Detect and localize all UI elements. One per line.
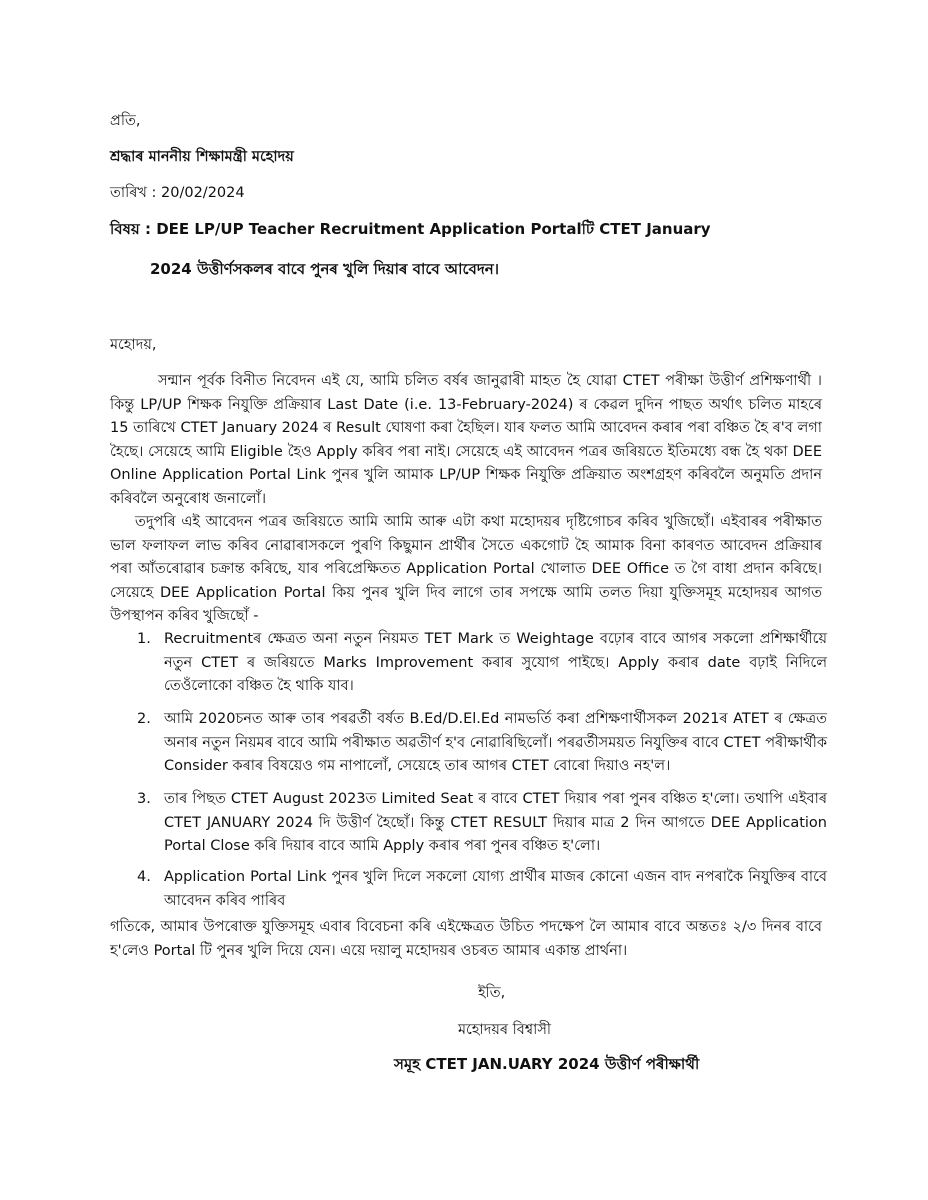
iti-closing: ইতি, xyxy=(478,985,506,1001)
list-item-number: 1. xyxy=(137,631,151,647)
body-paragraph-2: তদুপৰি এই আবেদন পত্ৰৰ জৰিয়তে আমি আমি আৰু এটা কথা মহোদয়ৰ দৃষ্টিগোচৰ কৰিব খুজিছোঁ। এইবাৰৰ পৰীক্ষাত ভাল ফলাফল লাভ কৰিব নোৱাৰাসকলে পুৰণি কিছুমান প্ৰাৰ্থীৰ সৈতে একগোট হৈ আমাক বিনা কাৰণত আবেদন প্ৰক্ৰিয়াৰ পৰা আঁতৰোৱাৰ চক্ৰান্ত কৰিছে, যাৰ পৰিপ্ৰেক্ষিতত Application Portal খোলাত DEE Office ত গৈ বাধা প্ৰদান কৰিছে। সেয়েহে DEE Application Portal কিয় পুনৰ খুলি দিব লাগে তাৰ সপক্ষে আমি তলত দিয়া যুক্তিসমূহ মহোদয়ৰ আগত উপস্থাপন কৰিব খুজিছোঁ - xyxy=(110,514,822,624)
list-item xyxy=(137,788,827,859)
list-item-text: তাৰ পিছত CTET August 2023ত Limited Seat ৰ বাবে CTET দিয়াৰ পৰা পুনৰ বঞ্চিত হ'লো। তথাপি এইবাৰ CTET JANUARY 2024 দি উত্তীৰ্ণ হৈছোঁ। কিন্তু CTET RESULT দিয়াৰ মাত্ৰ 2 দিন আগতে DEE Application Portal Close কৰি দিয়াৰ বাবে আমি Apply কৰাৰ পৰা পুনৰ বঞ্চিত হ'লো। xyxy=(164,791,827,854)
subject-line-1: বিষয় : DEE LP/UP Teacher Recruitment Application Portalটি CTET January xyxy=(110,220,711,238)
list-item xyxy=(137,628,827,699)
closing-paragraph: গতিকে, আমাৰ উপৰোক্ত যুক্তিসমূহ এবাৰ বিবেচনা কৰি এইক্ষেত্ৰত উচিত পদক্ষেপ লৈ আমাৰ বাবে অন্ততঃ ২/৩ দিনৰ বাবে হ'লেও Portal টি পুনৰ খুলি দিয়ে যেন। এয়ে দয়ালু মহোদয়ৰ ওচৰত আমাৰ একান্ত প্ৰাৰ্থনা। xyxy=(110,919,822,959)
list-item-text: Recruitmentৰ ক্ষেত্ৰত অনা নতুন নিয়মত TET Mark ত Weightage বঢ়োৰ বাবে আগৰ সকলো প্ৰশিক্ষাৰ্থীয়ে নতুন CTET ৰ জৰিয়তে Marks Improvement কৰাৰ সুযোগ পাইছে। Apply কৰাৰ date বঢ়াই নিদিলে তেওঁলোকো বঞ্চিত হৈ থাকি যাব। xyxy=(164,631,827,694)
greeting: মহোদয়, xyxy=(110,337,157,353)
list-item-number: 2. xyxy=(137,711,151,727)
addressee: শ্ৰদ্ধাৰ মাননীয় শিক্ষামন্ত্ৰী মহোদয় xyxy=(110,149,294,165)
yours-faithfully: মহোদয়ৰ বিশ্বাসী xyxy=(458,1022,552,1038)
body-paragraph-1: সন্মান পূৰ্বক বিনীত নিবেদন এই যে, আমি চলিত বৰ্ষৰ জানুৱাৰী মাহত হৈ যোৱা CTET পৰীক্ষা উত্তীৰ্ণ প্ৰশিক্ষণাৰ্থী । কিন্তু LP/UP শিক্ষক নিযুক্তি প্ৰক্ৰিয়াৰ Last Date (i.e. 13-February-2024) ৰ কেৱল দুদিন পাছত অৰ্থাৎ চলিত মাহৰে 15 তাৰিখে CTET January 2024 ৰ Result ঘোষণা কৰা হৈছিল। যাৰ ফলত আমি আবেদন কৰাৰ পৰা বঞ্চিত হৈ ৰ'ব লগা হৈছে। সেয়েহে আমি Eligible হৈও Apply কৰিব পৰা নাই। সেয়েহে এই আবেদন পত্ৰৰ জৰিয়তে ইতিমধ্যে বন্ধ হৈ থকা DEE Online Application Portal Link পুনৰ খুলি আমাক LP/UP শিক্ষক নিযুক্তি প্ৰক্ৰিয়াত অংশগ্ৰহণ কৰিবলৈ অনুমতি প্ৰদান কৰিবলৈ অনুৰোধ জনালোঁ। xyxy=(110,373,822,507)
list-item-text: আমি 2020চনত আৰু তাৰ পৰৱৰ্তী বৰ্ষত B.Ed/D.El.Ed নামভৰ্তি কৰা প্ৰশিক্ষণাৰ্থীসকল 2021ৰ ATET ৰ ক্ষেত্ৰত অনাৰ নতুন নিয়মৰ বাবে আমি পৰীক্ষাত অৱতীৰ্ণ হ'ব নোৱাৰিছিলোঁ। পৰৱৰ্তীসময়ত নিযুক্তিৰ বাবে CTET পৰীক্ষাৰ্থীক Consider কৰাৰ বিষয়েও গম নাপালোঁ, সেয়েহে তাৰ আগৰ CTET বোৰো দিয়াও নহ'ল। xyxy=(164,711,827,774)
salutation-to: প্রতি, xyxy=(110,113,141,129)
signature: সমূহ CTET JAN.UARY 2024 উত্তীৰ্ণ পৰীক্ষাৰ্থী xyxy=(394,1055,700,1073)
subject-line-2: 2024 উত্তীৰ্ণসকলৰ বাবে পুনৰ খুলি দিয়াৰ বাবে আবেদন। xyxy=(150,260,500,278)
list-item xyxy=(137,708,827,779)
list-item-number: 4. xyxy=(137,869,151,885)
letter-date: তাৰিখ : 20/02/2024 xyxy=(110,185,245,201)
list-item-number: 3. xyxy=(137,791,151,807)
list-item-text: Application Portal Link পুনৰ খুলি দিলে সকলো যোগ্য প্ৰাৰ্থীৰ মাজৰ কোনো এজন বাদ নপৰাকৈ নিযুক্তিৰ বাবে আবেদন কৰিব পাৰিব xyxy=(164,869,827,909)
list-item xyxy=(137,866,827,913)
